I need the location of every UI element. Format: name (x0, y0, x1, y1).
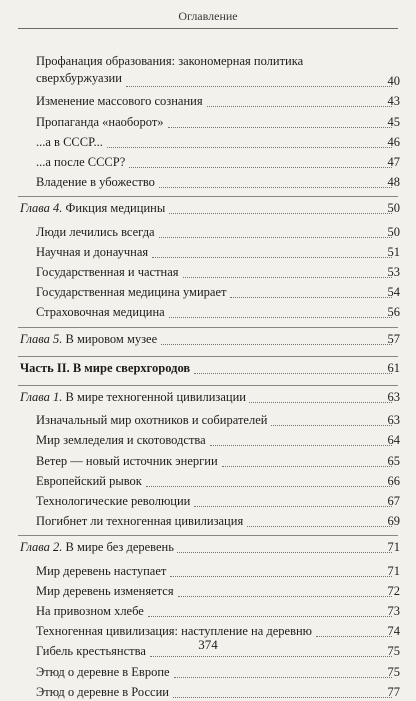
entry-title: Владение в убожество (36, 175, 155, 190)
entry-page-number: 61 (387, 360, 400, 375)
dot-leader (170, 576, 392, 577)
entry-title: Мир земледелия и скотоводства (36, 433, 206, 448)
entry-title: Государственная медицина умирает (36, 285, 227, 300)
entry-page-number: 71 (387, 540, 400, 555)
entry-page-number: 46 (387, 134, 400, 149)
chapter-title: Фикция медицины (62, 201, 166, 216)
dot-leader (194, 506, 392, 507)
dot-leader (150, 656, 392, 657)
entry-title: ...а в СССР... (36, 134, 103, 149)
entry-title: Мир деревень изменяется (36, 583, 174, 598)
entry-page-number: 40 (387, 74, 400, 89)
chapter-heading (20, 331, 157, 348)
section-divider (18, 327, 398, 328)
header-rule (18, 28, 398, 29)
dot-leader (159, 237, 392, 238)
entry-title: Мир деревень наступает (36, 563, 167, 578)
dot-leader (178, 596, 392, 597)
entry-page-number: 75 (387, 664, 400, 679)
dot-leader (174, 677, 392, 678)
dot-leader (247, 526, 392, 527)
entry-title: Ветер — новый источник энергии (36, 453, 218, 468)
dot-leader (159, 187, 392, 188)
dot-leader (173, 697, 392, 698)
chapter-label: Глава 5. (20, 331, 63, 346)
entry-page-number: 47 (387, 155, 400, 169)
dot-leader (177, 552, 392, 553)
entry-page-number: 50 (387, 224, 400, 239)
entry-title: Техногенная цивилизация: наступление на деревню (36, 624, 313, 639)
entry-title: Европейский рывок (36, 473, 142, 488)
chapter-title: В мире без деревень (62, 540, 174, 555)
entry-title: Государственная и частная (36, 265, 179, 279)
entry-page-number: 71 (387, 563, 400, 578)
entry-title: Изменение массового сознания (36, 94, 203, 109)
entry-title: Страховочная медицина (36, 305, 165, 320)
dot-leader (148, 616, 392, 617)
toc-entry (0, 53, 416, 93)
entry-title: Погибнет ли техногенная цивилизация (36, 514, 244, 529)
dot-leader (169, 317, 392, 318)
entry-page-number: 57 (387, 331, 400, 346)
section-divider (18, 385, 398, 386)
entry-title: На привозном хлебе (36, 604, 144, 618)
dot-leader (230, 297, 392, 298)
entry-page-number: 50 (387, 201, 400, 216)
entry-page-number: 63 (387, 413, 400, 428)
chapter-label: Глава 2. (20, 540, 63, 555)
dot-leader (126, 86, 392, 87)
entry-title: Этюд о деревне в России (36, 684, 169, 699)
entry-page-number: 64 (387, 433, 400, 448)
dot-leader (207, 106, 392, 107)
part-title: Часть II. В мире сверхгородов (20, 360, 191, 375)
dot-leader (210, 445, 392, 446)
dot-leader (249, 402, 392, 403)
chapter-heading (20, 539, 174, 556)
entry-title: ...а после СССР? (36, 155, 126, 169)
entry-page-number: 48 (387, 175, 400, 190)
entry-page-number: 51 (387, 244, 400, 259)
entry-page-number: 65 (387, 453, 400, 468)
entry-title-continued: сверхбуржуазии (36, 71, 122, 85)
entry-page-number: 73 (387, 604, 400, 618)
dot-leader (194, 373, 392, 374)
chapter-label: Глава 4. (20, 201, 63, 216)
chapter-title: В мире техногенной цивилизации (62, 390, 246, 404)
dot-leader (152, 257, 392, 258)
entry-title: Пропаганда «наоборот» (36, 114, 164, 129)
entry-page-number: 77 (387, 684, 400, 699)
entry-title: Изначальный мир охотников и собирателей (36, 413, 268, 428)
dot-leader (146, 486, 392, 487)
running-head: Оглавление (178, 9, 238, 23)
section-divider (18, 196, 398, 197)
page-number: 374 (198, 637, 218, 652)
entry-title: Профанация образования: закономерная политика (36, 54, 304, 68)
dot-leader (222, 466, 392, 467)
dot-leader (169, 213, 392, 214)
entry-page-number: 63 (387, 390, 400, 404)
entry-title: Технологические революции (36, 494, 191, 508)
dot-leader (168, 127, 392, 128)
entry-title: Люди лечились всегда (36, 224, 155, 239)
dot-leader (107, 147, 392, 148)
dot-leader (129, 167, 392, 168)
entry-page-number: 69 (387, 514, 400, 529)
section-divider (18, 356, 398, 357)
entry-page-number: 56 (387, 305, 400, 320)
entry-page-number: 43 (387, 94, 400, 109)
chapter-heading (20, 200, 165, 217)
chapter-label: Глава 1. (20, 390, 63, 404)
entry-page-number: 54 (387, 285, 400, 300)
entry-page-number: 67 (387, 494, 400, 508)
dot-leader (161, 344, 392, 345)
chapter-title: В мировом музее (62, 331, 158, 346)
entry-page-number: 66 (387, 473, 400, 488)
entry-title: Научная и донаучная (36, 244, 149, 259)
entry-page-number: 75 (387, 644, 400, 659)
entry-title: Гибель крестьянства (36, 644, 146, 659)
entry-title: Этюд о деревне в Европе (36, 664, 170, 679)
dot-leader (271, 425, 392, 426)
entry-page-number: 45 (387, 114, 400, 129)
section-divider (18, 535, 398, 536)
dot-leader (183, 277, 392, 278)
chapter-heading (20, 389, 246, 406)
entry-page-number: 72 (387, 583, 400, 598)
entry-page-number: 53 (387, 265, 400, 279)
entry-page-number: 74 (387, 624, 400, 639)
